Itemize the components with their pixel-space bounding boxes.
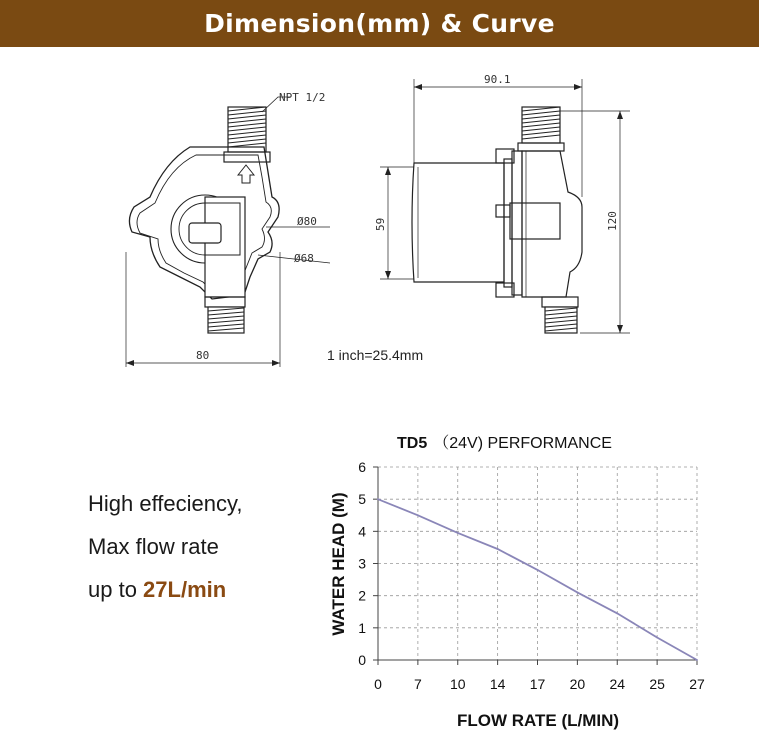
chart-title-rest: （24V) PERFORMANCE bbox=[433, 435, 612, 452]
side-view bbox=[380, 79, 630, 333]
data-point bbox=[616, 612, 618, 614]
front-view bbox=[126, 97, 330, 367]
banner-title: Dimension(mm) & Curve bbox=[204, 9, 555, 38]
front-width-label: 80 bbox=[196, 349, 210, 362]
y-tick-label: 3 bbox=[358, 555, 366, 572]
data-point bbox=[457, 532, 459, 534]
x-tick-label: 25 bbox=[649, 676, 665, 692]
x-tick-label: 24 bbox=[609, 676, 626, 692]
outer-diameter-label: Ø80 bbox=[297, 215, 317, 228]
feature-line-efficiency: High effeciency, bbox=[88, 491, 243, 516]
x-tick-label: 0 bbox=[374, 676, 382, 692]
x-tick-label: 20 bbox=[569, 676, 586, 692]
data-point bbox=[576, 592, 578, 594]
data-point bbox=[417, 514, 419, 516]
header-banner bbox=[0, 0, 759, 47]
y-tick-label: 5 bbox=[358, 491, 366, 508]
unit-conversion-note: 1 inch=25.4mm bbox=[327, 347, 424, 363]
x-tick-label: 17 bbox=[529, 676, 546, 692]
chart-title-model: TD5 bbox=[397, 435, 428, 452]
x-axis-label: FLOW RATE (L/MIN) bbox=[456, 711, 620, 730]
y-tick-label: 1 bbox=[358, 619, 366, 636]
chart-grid bbox=[378, 467, 697, 660]
data-point bbox=[377, 498, 379, 500]
y-axis-label: WATER HEAD (M) bbox=[329, 492, 348, 636]
feature-max-value: 27L/min bbox=[143, 577, 227, 602]
performance-chart bbox=[320, 420, 759, 754]
data-point bbox=[656, 637, 658, 639]
data-point bbox=[696, 659, 698, 661]
x-tick-label: 10 bbox=[449, 676, 466, 692]
x-tick-label: 14 bbox=[489, 676, 506, 692]
feature-line-flow: Max flow rate bbox=[88, 534, 219, 559]
y-tick-label: 4 bbox=[358, 523, 366, 540]
feature-max-prefix: up to bbox=[88, 577, 144, 602]
feature-text-block bbox=[88, 482, 243, 611]
data-point bbox=[497, 548, 499, 550]
data-point bbox=[537, 569, 539, 571]
side-width-label: 90.1 bbox=[484, 73, 511, 86]
y-tick-label: 6 bbox=[358, 459, 366, 475]
total-height-label: 120 bbox=[606, 211, 619, 231]
chart-title bbox=[397, 435, 612, 452]
thread-spec-label: NPT 1/2 bbox=[279, 91, 326, 104]
chart-ticks bbox=[358, 459, 705, 692]
body-height-label: 59 bbox=[374, 217, 387, 231]
inner-diameter-label: Ø68 bbox=[294, 252, 314, 265]
feature-line-max bbox=[88, 568, 243, 611]
y-tick-label: 2 bbox=[358, 587, 366, 604]
y-tick-label: 0 bbox=[358, 652, 366, 668]
x-tick-label: 7 bbox=[413, 676, 422, 692]
x-tick-label: 27 bbox=[689, 676, 705, 692]
